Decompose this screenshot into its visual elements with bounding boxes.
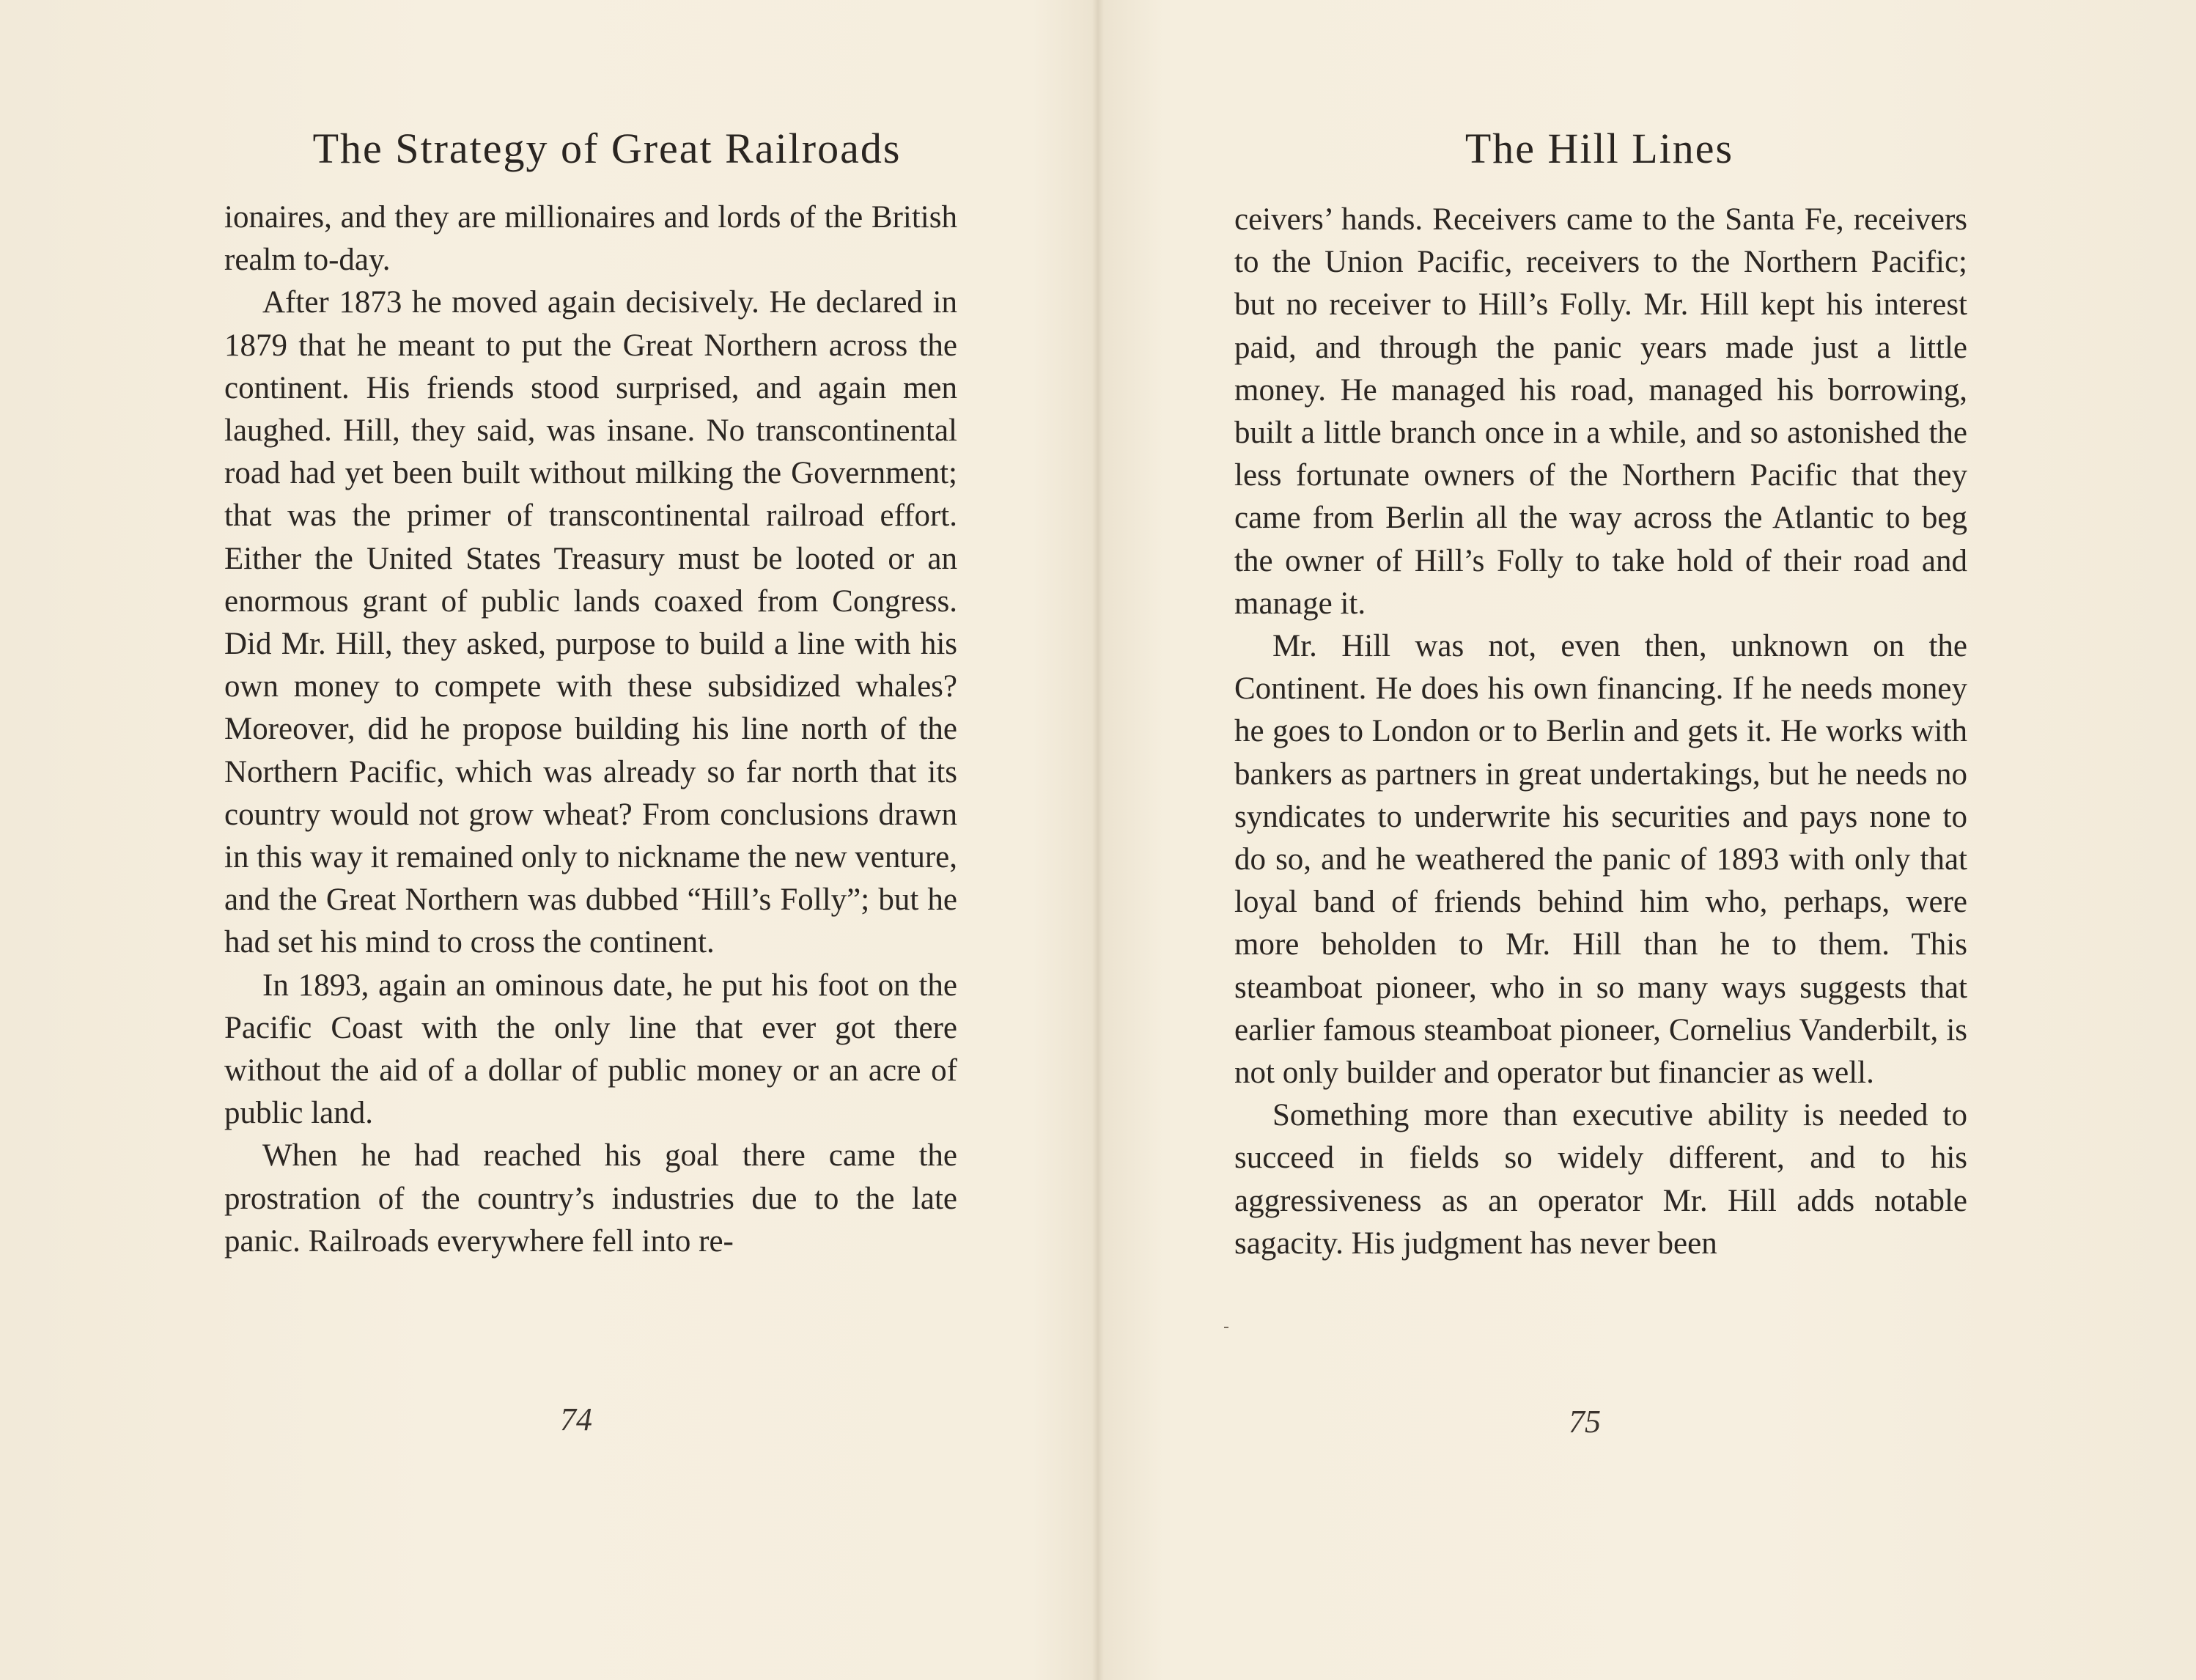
book-gutter [1092,0,1104,1680]
margin-mark [1224,1327,1228,1328]
left-paragraph-3: In 1893, again an ominous date, he put his foot on the Pacific Coast with the only line that ever got there without the aid of a dollar of public money or an acre of public land. [224,968,957,1131]
right-running-head: The Hill Lines [1464,125,1734,172]
right-paragraph-2: Mr. Hill was not, even then, unknown on the Continent. He does his own financing. If he needs money he goes to London or to Berlin and gets it. He works with bankers as partners in great undertakings, but he needs no syndicates to underwrite his securities and pays none to do so, and he weathered the panic of 1893 with only that loyal band of friends behind him who, perhaps, were more beholden to Mr. Hill than he to them. This steamboat pioneer, who in so many ways suggests that earlier famous steamboat pioneer, Cornelius Vanderbilt, is not only builder and operator but financier as well. [1234,629,1967,1091]
right-page-text [1234,199,1967,1265]
left-page-text [224,196,957,1263]
left-paragraph-4: When he had reached his goal there came the prostration of the country’s industries due to the late panic. Railroads everywhere fell into re- [224,1138,957,1259]
left-paragraph-1: ionaires, and they are millionaires and lords of the British realm to-day. [224,200,957,278]
right-page-number: 75 [1569,1404,1601,1440]
right-page [1233,0,1966,1680]
left-paragraph-2: After 1873 he moved again decisively. He declared in 1879 that he meant to put the Great Northern across the continent. His friends stood surprised, and again men laughed. Hill, they said, was insane. No transcontinental road had yet been built without milking the Government; that was the primer of transcontinental railroad effort. Either the United States Treasury must be looted or an enormous grant of public lands coaxed from Congress. Did Mr. Hill, they asked, purpose to build a line with his own money to compete with these subsidized whales? Moreover, did he propose building his line north of the Northern Pacific, which was already so far north that its country would not grow wheat? From conclusions drawn in this way it remained only to nickname the new venture, and the Great Northern was dubbed “Hill’s Folly”; but he had set his mind to cross the continent. [224,285,957,960]
left-running-head: The Strategy of Great Railroads [312,125,902,172]
right-paragraph-3: Something more than executive ability is needed to succeed in fields so widely different, and to his aggressiveness as an operator Mr. Hill adds notable sagacity. His judgment has never been [1234,1098,1967,1261]
left-page [224,0,957,1680]
left-page-number: 74 [560,1401,592,1437]
right-paragraph-1: ceivers’ hands. Receivers came to the Santa Fe, receivers to the Union Pacific, receivers to the Northern Pacific; but no receiver to Hill’s Folly. Mr. Hill kept his interest paid, and through the panic years made just a little money. He managed his road, managed his borrowing, built a little branch once in a while, and so astonished the less fortunate owners of the Northern Pacific that they came from Berlin all the way across the Atlantic to beg the owner of Hill’s Folly to take hold of their road and manage it. [1234,202,1967,621]
